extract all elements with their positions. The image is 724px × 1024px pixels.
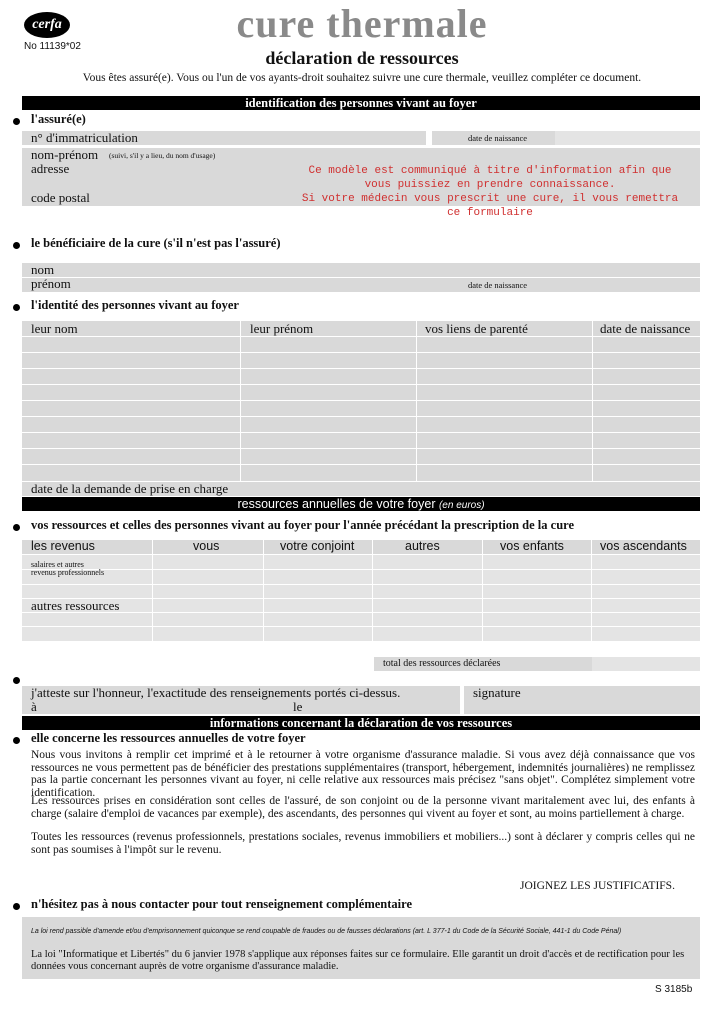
table-row-divider <box>22 432 700 433</box>
section-title-info: elle concerne les ressources annuelles de votre foyer <box>31 731 306 745</box>
adresse-label: adresse <box>31 161 70 176</box>
col-enfants: vos enfants <box>500 539 564 553</box>
bullet <box>13 903 20 910</box>
bullet <box>13 677 20 684</box>
personnes-table <box>22 321 700 481</box>
legal-informatique-text: La loi "Informatique et Libertés" du 6 janvier 1978 s'applique aux réponses faites sur ce formulaire. Elle garantit un droit d'accès et de rectification pour les données vous concernant auprès de votre organisme d'assurance maladie. <box>31 949 685 972</box>
notice-line-1: Ce modèle est communiqué à titre d'information afin que <box>308 165 672 177</box>
ressources-row-divider <box>22 569 700 570</box>
col-liens-header: vos liens de parenté <box>425 321 528 336</box>
beneficiaire-nom-label: nom <box>31 262 55 277</box>
beneficiaire-date-label: date de naissance <box>468 280 527 290</box>
bullet <box>13 118 20 125</box>
table-row-divider <box>22 464 700 465</box>
date-demande-label: date de la demande de prise en charge <box>31 481 229 496</box>
ressources-col-divider <box>263 540 264 641</box>
le-label: le <box>293 699 303 714</box>
band-ressources-unit: (en euros) <box>438 500 485 511</box>
info-paragraph-3: Toutes les ressources (revenus professionnels, prestations sociales, revenus immobiliers et mobiliers...) sont à déclarer y compris celles qui ne sont pas soumises à l'impôt sur le revenu. <box>31 831 695 856</box>
legal-fraud-text: La loi rend passible d'amende et/ou d'emprisonnement quiconque se rend coupable de fraudes ou de fausses déclarations (art. L 377-1 du Code de la Sécurité Sociale, 441-1 du Code Pénal) <box>31 928 622 935</box>
table-row-divider <box>22 352 700 353</box>
table-row-divider <box>22 448 700 449</box>
date-naissance-input[interactable] <box>555 131 700 145</box>
table-col-divider <box>416 321 417 481</box>
intro-text: Vous êtes assuré(e). Vous ou l'un de vos ayants-droit souhaitez suivre une cure thermale, veuillez compléter ce document. <box>82 72 642 84</box>
col-revenus: les revenus <box>31 539 95 553</box>
table-col-divider <box>240 321 241 481</box>
beneficiaire-prenom-field[interactable] <box>22 278 700 292</box>
row-salaires-line-1: salaires et autres <box>31 560 84 569</box>
section-title-ressources: vos ressources et celles des personnes vivant au foyer pour l'année précédant la prescription de la cure <box>31 518 575 532</box>
col-ascendants: vos ascendants <box>600 539 687 553</box>
lieu-label: à <box>31 699 37 714</box>
section-title-contact: n'hésitez pas à nous contacter pour tout renseignement complémentaire <box>31 897 412 911</box>
ressources-col-divider <box>482 540 483 641</box>
beneficiaire-prenom-label: prénom <box>31 276 71 291</box>
info-paragraph-1: Nous vous invitons à remplir cet imprimé et à le retourner à votre organisme d'assurance maladie. Si vous avez déjà connaissance que vos ressources ne vous permettent pas de bénéficier des prestations supplémentaires (transport, hébergement, indemnités journalières) ne remplissez pas la partie concernant les personnes vivant au foyer, ni celle relative aux ressources mais précisez "sans objet". Complétez simplement votre identification. <box>31 749 695 799</box>
immatriculation-label: n° d'immatriculation <box>31 130 138 145</box>
footer-code: S 3185b <box>655 984 693 995</box>
section-band-informations: informations concernant la déclaration de vos ressources <box>22 716 700 730</box>
ressources-col-divider <box>372 540 373 641</box>
ressources-col-divider <box>152 540 153 641</box>
attestation-text: j'atteste sur l'honneur, l'exactitude des renseignements portés ci-dessus. <box>31 685 401 700</box>
signature-label: signature <box>473 685 521 700</box>
section-title-beneficiaire: le bénéficiaire de la cure (s'il n'est pas l'assuré) <box>31 236 281 250</box>
code-postal-label: code postal <box>31 190 90 205</box>
cerfa-logo-text: cerfa <box>32 17 62 32</box>
bullet <box>13 242 20 249</box>
row-salaires-label <box>31 561 104 577</box>
col-prenom-header: leur prénom <box>250 321 314 336</box>
section-band-identification: identification des personnes vivant au foyer <box>22 96 700 110</box>
table-col-divider <box>592 321 593 481</box>
ressources-header-row <box>22 540 700 554</box>
section-band-ressources <box>22 497 700 511</box>
bullet <box>13 737 20 744</box>
total-label: total des ressources déclarées <box>383 658 501 669</box>
band-ressources-label: ressources annuelles de votre foyer <box>237 497 436 511</box>
ressources-row-divider <box>22 598 700 599</box>
ressources-row-divider <box>22 612 700 613</box>
col-conjoint: votre conjoint <box>280 539 355 553</box>
page-title: cure thermale <box>236 1 488 46</box>
form-number: No 11139*02 <box>24 41 81 52</box>
joignez-text: JOIGNEZ LES JUSTIFICATIFS. <box>520 880 675 892</box>
col-autres: autres <box>405 539 440 553</box>
nom-prenom-note: (suivi, s'il y a lieu, du nom d'usage) <box>109 151 216 160</box>
info-paragraph-2: Les ressources prises en considération sont celles de l'assuré, de son conjoint ou de la personne vivant maritalement avec lui, des enfants à charge (salaire d'emploi de vacances par exemple), des ascendants, des personnes qui vivent au foyer et sont, au moins partiellement à charge. <box>31 795 695 820</box>
bullet <box>13 524 20 531</box>
section-title-assure: l'assuré(e) <box>31 112 86 126</box>
beneficiaire-nom-field[interactable] <box>22 263 700 277</box>
model-notice <box>260 164 720 220</box>
ressources-col-divider <box>591 540 592 641</box>
ressources-row-divider <box>22 584 700 585</box>
section-title-personnes: l'identité des personnes vivant au foyer <box>31 298 239 312</box>
table-row-divider <box>22 368 700 369</box>
nom-prenom-label: nom-prénom <box>31 147 99 162</box>
col-nom-header: leur nom <box>31 321 78 336</box>
date-naissance-label: date de naissance <box>468 133 527 143</box>
row-autres-ressources-label: autres ressources <box>31 598 120 613</box>
table-row-divider <box>22 384 700 385</box>
col-date-header: date de naissance <box>600 321 691 336</box>
notice-line-4: ce formulaire <box>447 207 533 219</box>
table-row-divider <box>22 416 700 417</box>
row-salaires-line-2: revenus professionnels <box>31 568 105 577</box>
total-input[interactable] <box>592 657 700 671</box>
table-row-divider <box>22 400 700 401</box>
col-vous: vous <box>193 539 220 553</box>
notice-line-2: vous puissiez en prendre connaissance. <box>364 179 616 191</box>
bullet <box>13 304 20 311</box>
table-row-divider <box>22 336 700 337</box>
ressources-row-divider <box>22 626 700 627</box>
notice-line-3: Si votre médecin vous prescrit une cure, il vous remettra <box>301 193 679 205</box>
page-subtitle: déclaration de ressources <box>265 48 459 68</box>
